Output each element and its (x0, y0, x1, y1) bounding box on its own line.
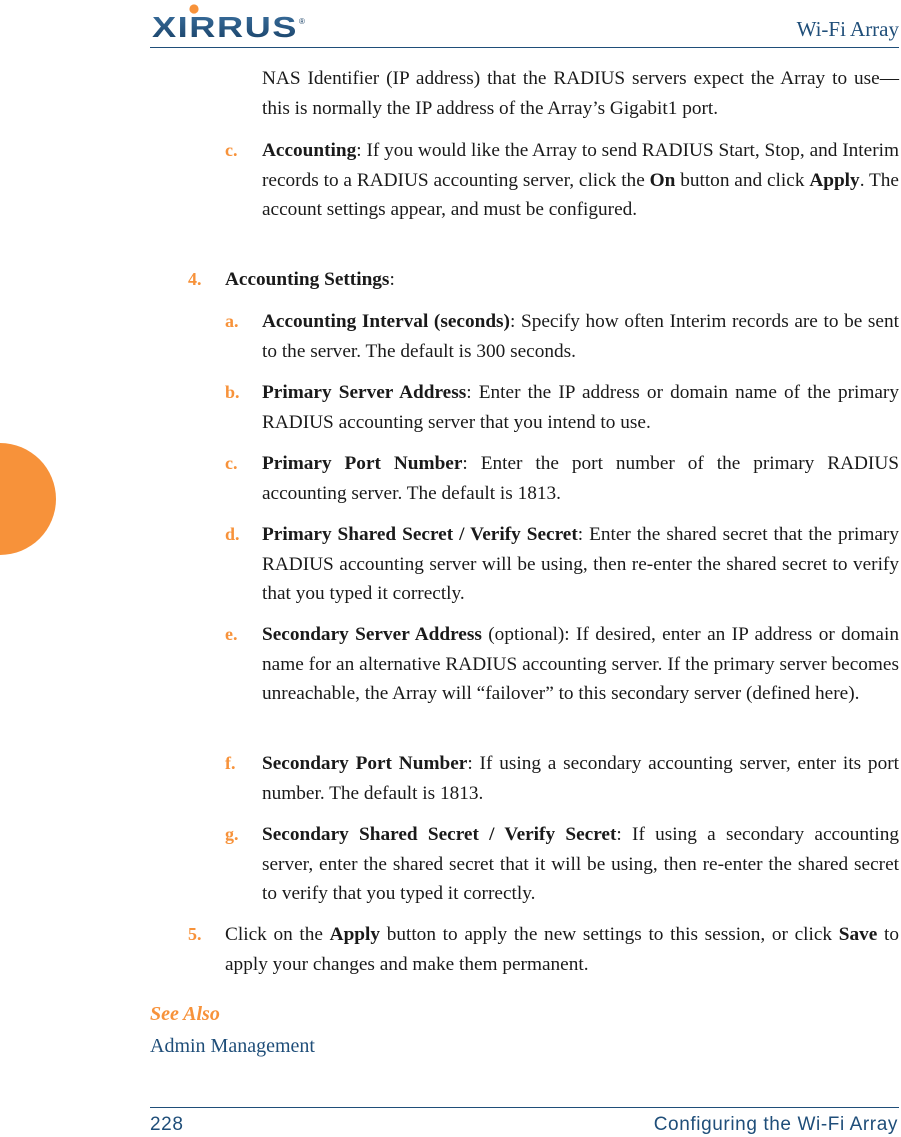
step-4: Accounting Settings: (225, 269, 395, 290)
item-b-marker: b. (225, 382, 240, 402)
item-accounting-interval: Accounting Interval (seconds): Specify how often Interim records are to be sent to the server. The default is 300 seconds. (262, 311, 899, 362)
item-secondary-port-number: Secondary Port Number: If using a secondary accounting server, enter its port number. The default is 1813. (262, 753, 899, 804)
step-5-marker: 5. (188, 924, 202, 944)
item-d-marker: d. (225, 524, 240, 544)
step-label: Accounting Settings (225, 269, 390, 290)
step-5: Click on the Apply button to apply the new settings to this session, or click Save to apply your changes and make them permanent. (225, 924, 899, 975)
item-label: Accounting (262, 140, 357, 161)
side-tab-marker (0, 443, 56, 555)
item-c2-marker: c. (225, 453, 238, 473)
item-secondary-server-address: Secondary Server Address (optional): If desired, enter an IP address or domain name for an alternative RADIUS accounting server. If the primary server becomes unreachable, the Array will “failover” to this secondary server (defined here). (262, 624, 899, 704)
footer-title: Configuring the Wi-Fi Array (653, 1114, 898, 1135)
xirrus-logo (150, 2, 306, 40)
item-c-marker: c. (225, 140, 238, 160)
item-secondary-shared-secret: Secondary Shared Secret / Verify Secret: If using a secondary accounting server, enter the shared secret that it will be using, then re-enter the shared secret to verify that you typed it correctly. (262, 824, 899, 904)
page-number: 228 (150, 1114, 184, 1135)
see-also-heading: See Also (150, 1003, 220, 1025)
admin-management-link[interactable]: Admin Management (150, 1035, 315, 1057)
header-title: Wi-Fi Array (796, 17, 899, 41)
header-rule (150, 47, 899, 48)
item-accounting: Accounting: If you would like the Array to send RADIUS Start, Stop, and Interim records to a RADIUS accounting server, click the On button and click Apply. The account settings appear, and must be configured. (262, 140, 899, 220)
item-f-marker: f. (225, 753, 236, 773)
logo-wordmark: XIRRUS (152, 12, 298, 40)
continuation-paragraph: NAS Identifier (IP address) that the RADIUS servers expect the Array to use—this is normally the IP address of the Array’s Gigabit1 port. (262, 68, 899, 119)
footer-rule (150, 1107, 899, 1108)
step-4-marker: 4. (188, 269, 202, 289)
item-primary-shared-secret: Primary Shared Secret / Verify Secret: Enter the shared secret that the primary RADIUS accounting server will be using, then re-enter the shared secret to verify that you typed it correctly. (262, 524, 899, 604)
registered-mark: ® (299, 17, 305, 26)
item-g-marker: g. (225, 824, 239, 844)
item-primary-port-number: Primary Port Number: Enter the port number of the primary RADIUS accounting server. The default is 1813. (262, 453, 899, 504)
item-a-marker: a. (225, 311, 239, 331)
item-primary-server-address: Primary Server Address: Enter the IP address or domain name of the primary RADIUS accounting server that you intend to use. (262, 382, 899, 433)
item-e-marker: e. (225, 624, 238, 644)
